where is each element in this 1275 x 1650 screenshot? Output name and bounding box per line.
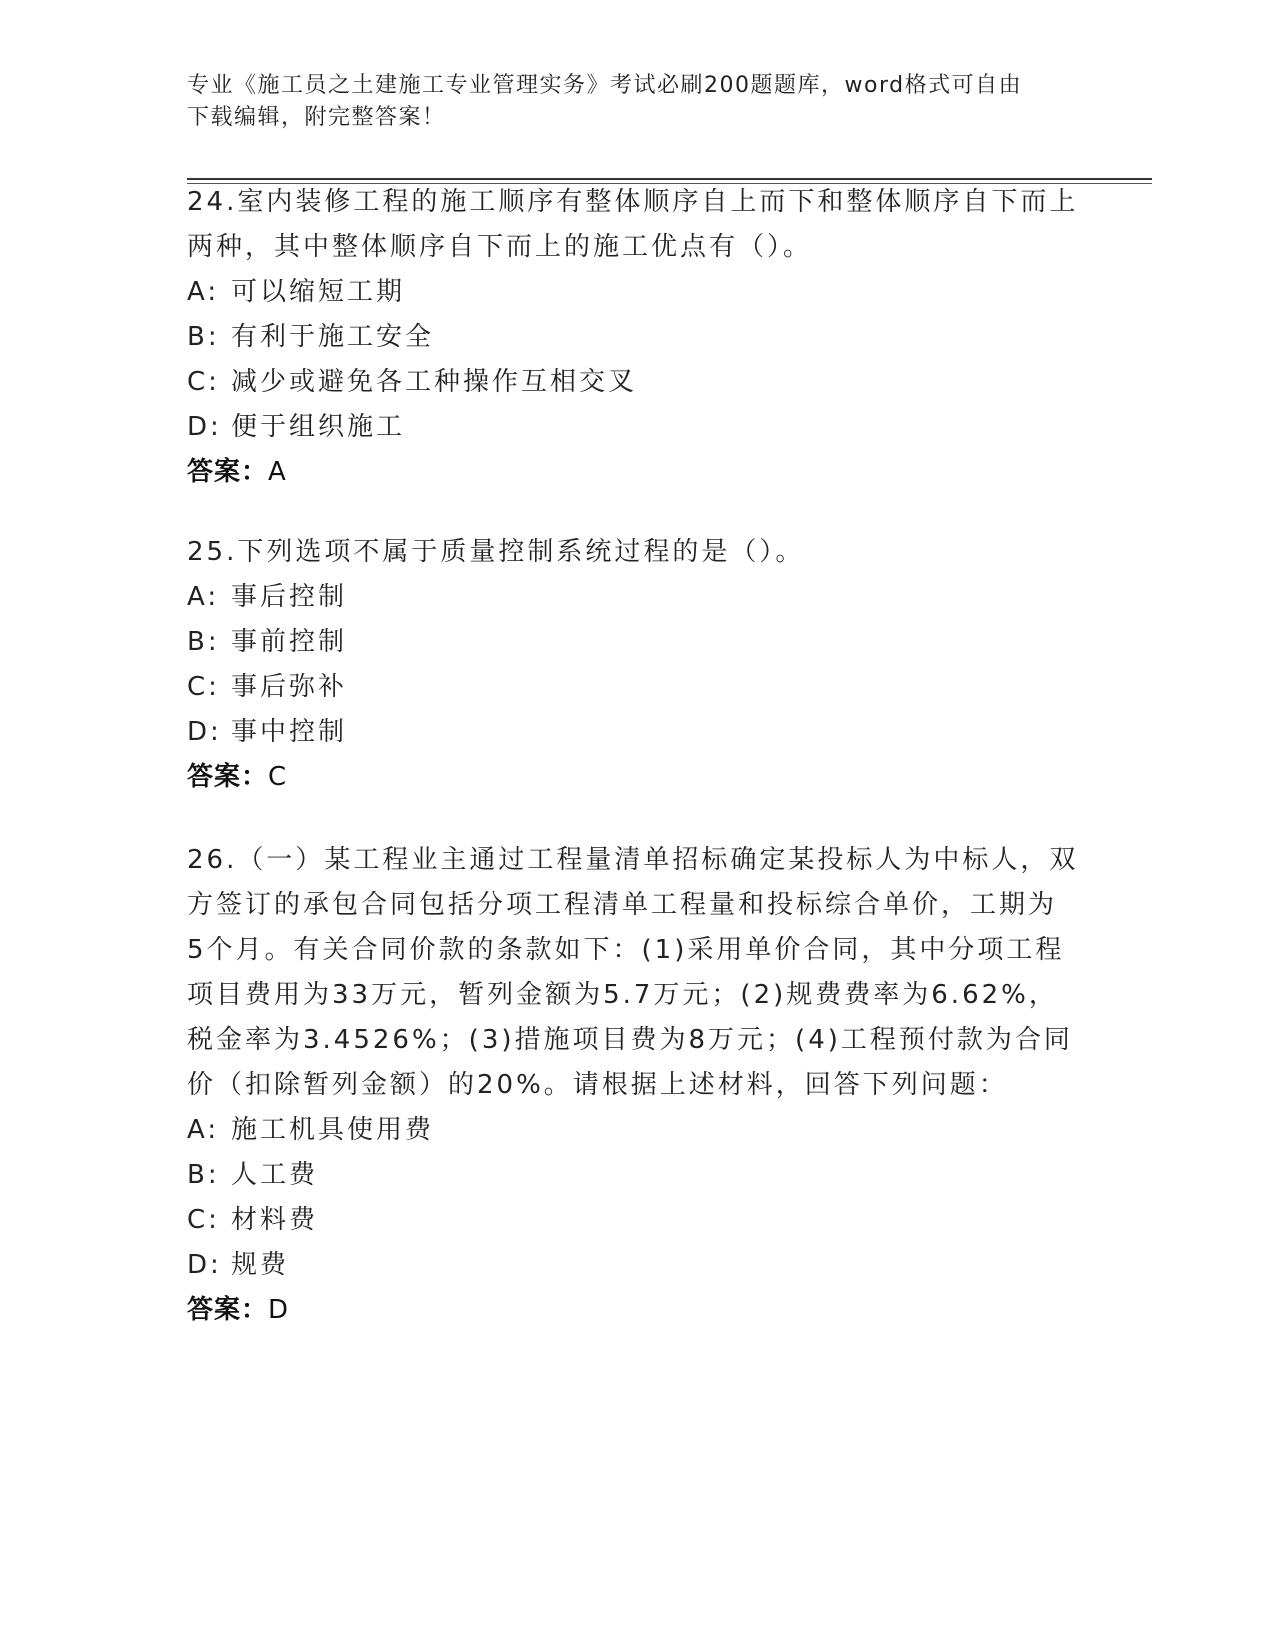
option-letter: D: <box>187 1250 222 1280</box>
option-d <box>187 405 1087 450</box>
answer-label: 答案： <box>187 457 269 487</box>
option-text: 事后控制 <box>231 582 348 612</box>
question-stem-line: 两种，其中整体顺序自下而上的施工优点有（）。 <box>187 232 813 262</box>
option-text: 施工机具使用费 <box>231 1115 435 1145</box>
question-stem-line: 25.下列选项不属于质量控制系统过程的是（）。 <box>187 537 805 567</box>
option-letter: C: <box>187 367 220 397</box>
answer-value: C <box>268 762 288 792</box>
option-a <box>187 1108 1087 1153</box>
option-c <box>187 360 1087 405</box>
question-stem-line: 税金率为3.4526%；(3)措施项目费为8万元；(4)工程预付款为合同 <box>187 1025 1073 1055</box>
option-letter: B: <box>187 322 220 352</box>
option-d <box>187 1243 1087 1288</box>
option-letter: B: <box>187 1160 220 1190</box>
option-a <box>187 575 1087 620</box>
option-text: 减少或避免各工种操作互相交叉 <box>231 367 638 397</box>
answer-value: D <box>268 1295 290 1325</box>
question-stem-line: 26.（一）某工程业主通过工程量清单招标确定某投标人为中标人，双 <box>187 845 1079 875</box>
question-stem-line: 5个月。有关合同价款的条款如下：(1)采用单价合同，其中分项工程 <box>187 935 1065 965</box>
option-text: 有利于施工安全 <box>231 322 435 352</box>
option-b <box>187 620 1087 665</box>
option-letter: A: <box>187 277 220 307</box>
document-header <box>187 70 1067 134</box>
question-stem-line: 24.室内装修工程的施工顺序有整体顺序自上而下和整体顺序自下而上 <box>187 187 1079 217</box>
question-stem-line: 方签订的承包合同包括分项工程清单工程量和投标综合单价，工期为 <box>187 890 1058 920</box>
option-c <box>187 1198 1087 1243</box>
option-text: 事后弥补 <box>231 672 348 702</box>
option-text: 规费 <box>231 1250 290 1280</box>
question-26 <box>187 838 1087 1333</box>
answer-value: A <box>268 457 287 487</box>
option-text: 人工费 <box>231 1160 319 1190</box>
option-letter: A: <box>187 582 220 612</box>
option-text: 便于组织施工 <box>231 412 406 442</box>
option-letter: A: <box>187 1115 220 1145</box>
question-24 <box>187 180 1087 495</box>
option-text: 材料费 <box>231 1205 319 1235</box>
option-letter: C: <box>187 1205 220 1235</box>
option-text: 可以缩短工期 <box>231 277 406 307</box>
answer-label: 答案： <box>187 762 269 792</box>
option-letter: C: <box>187 672 220 702</box>
option-text: 事中控制 <box>231 717 348 747</box>
option-b <box>187 315 1087 360</box>
answer-label: 答案： <box>187 1295 269 1325</box>
option-b <box>187 1153 1087 1198</box>
option-text: 事前控制 <box>231 627 348 657</box>
option-a <box>187 270 1087 315</box>
header-line-2: 下载编辑，附完整答案！ <box>187 105 446 130</box>
option-d <box>187 710 1087 755</box>
question-25 <box>187 530 1087 800</box>
header-line-1: 专业《施工员之土建施工专业管理实务》考试必刷200题题库，word格式可自由 <box>187 73 1023 98</box>
answer-line <box>187 755 1087 800</box>
option-letter: B: <box>187 627 220 657</box>
option-letter: D: <box>187 412 222 442</box>
question-stem-line: 项目费用为33万元，暂列金额为5.7万元；(2)规费费率为6.62%， <box>187 980 1058 1010</box>
option-c <box>187 665 1087 710</box>
answer-line <box>187 1288 1087 1333</box>
option-letter: D: <box>187 717 222 747</box>
answer-line <box>187 450 1087 495</box>
question-stem-line: 价（扣除暂列金额）的20%。请根据上述材料，回答下列问题： <box>187 1070 1008 1100</box>
